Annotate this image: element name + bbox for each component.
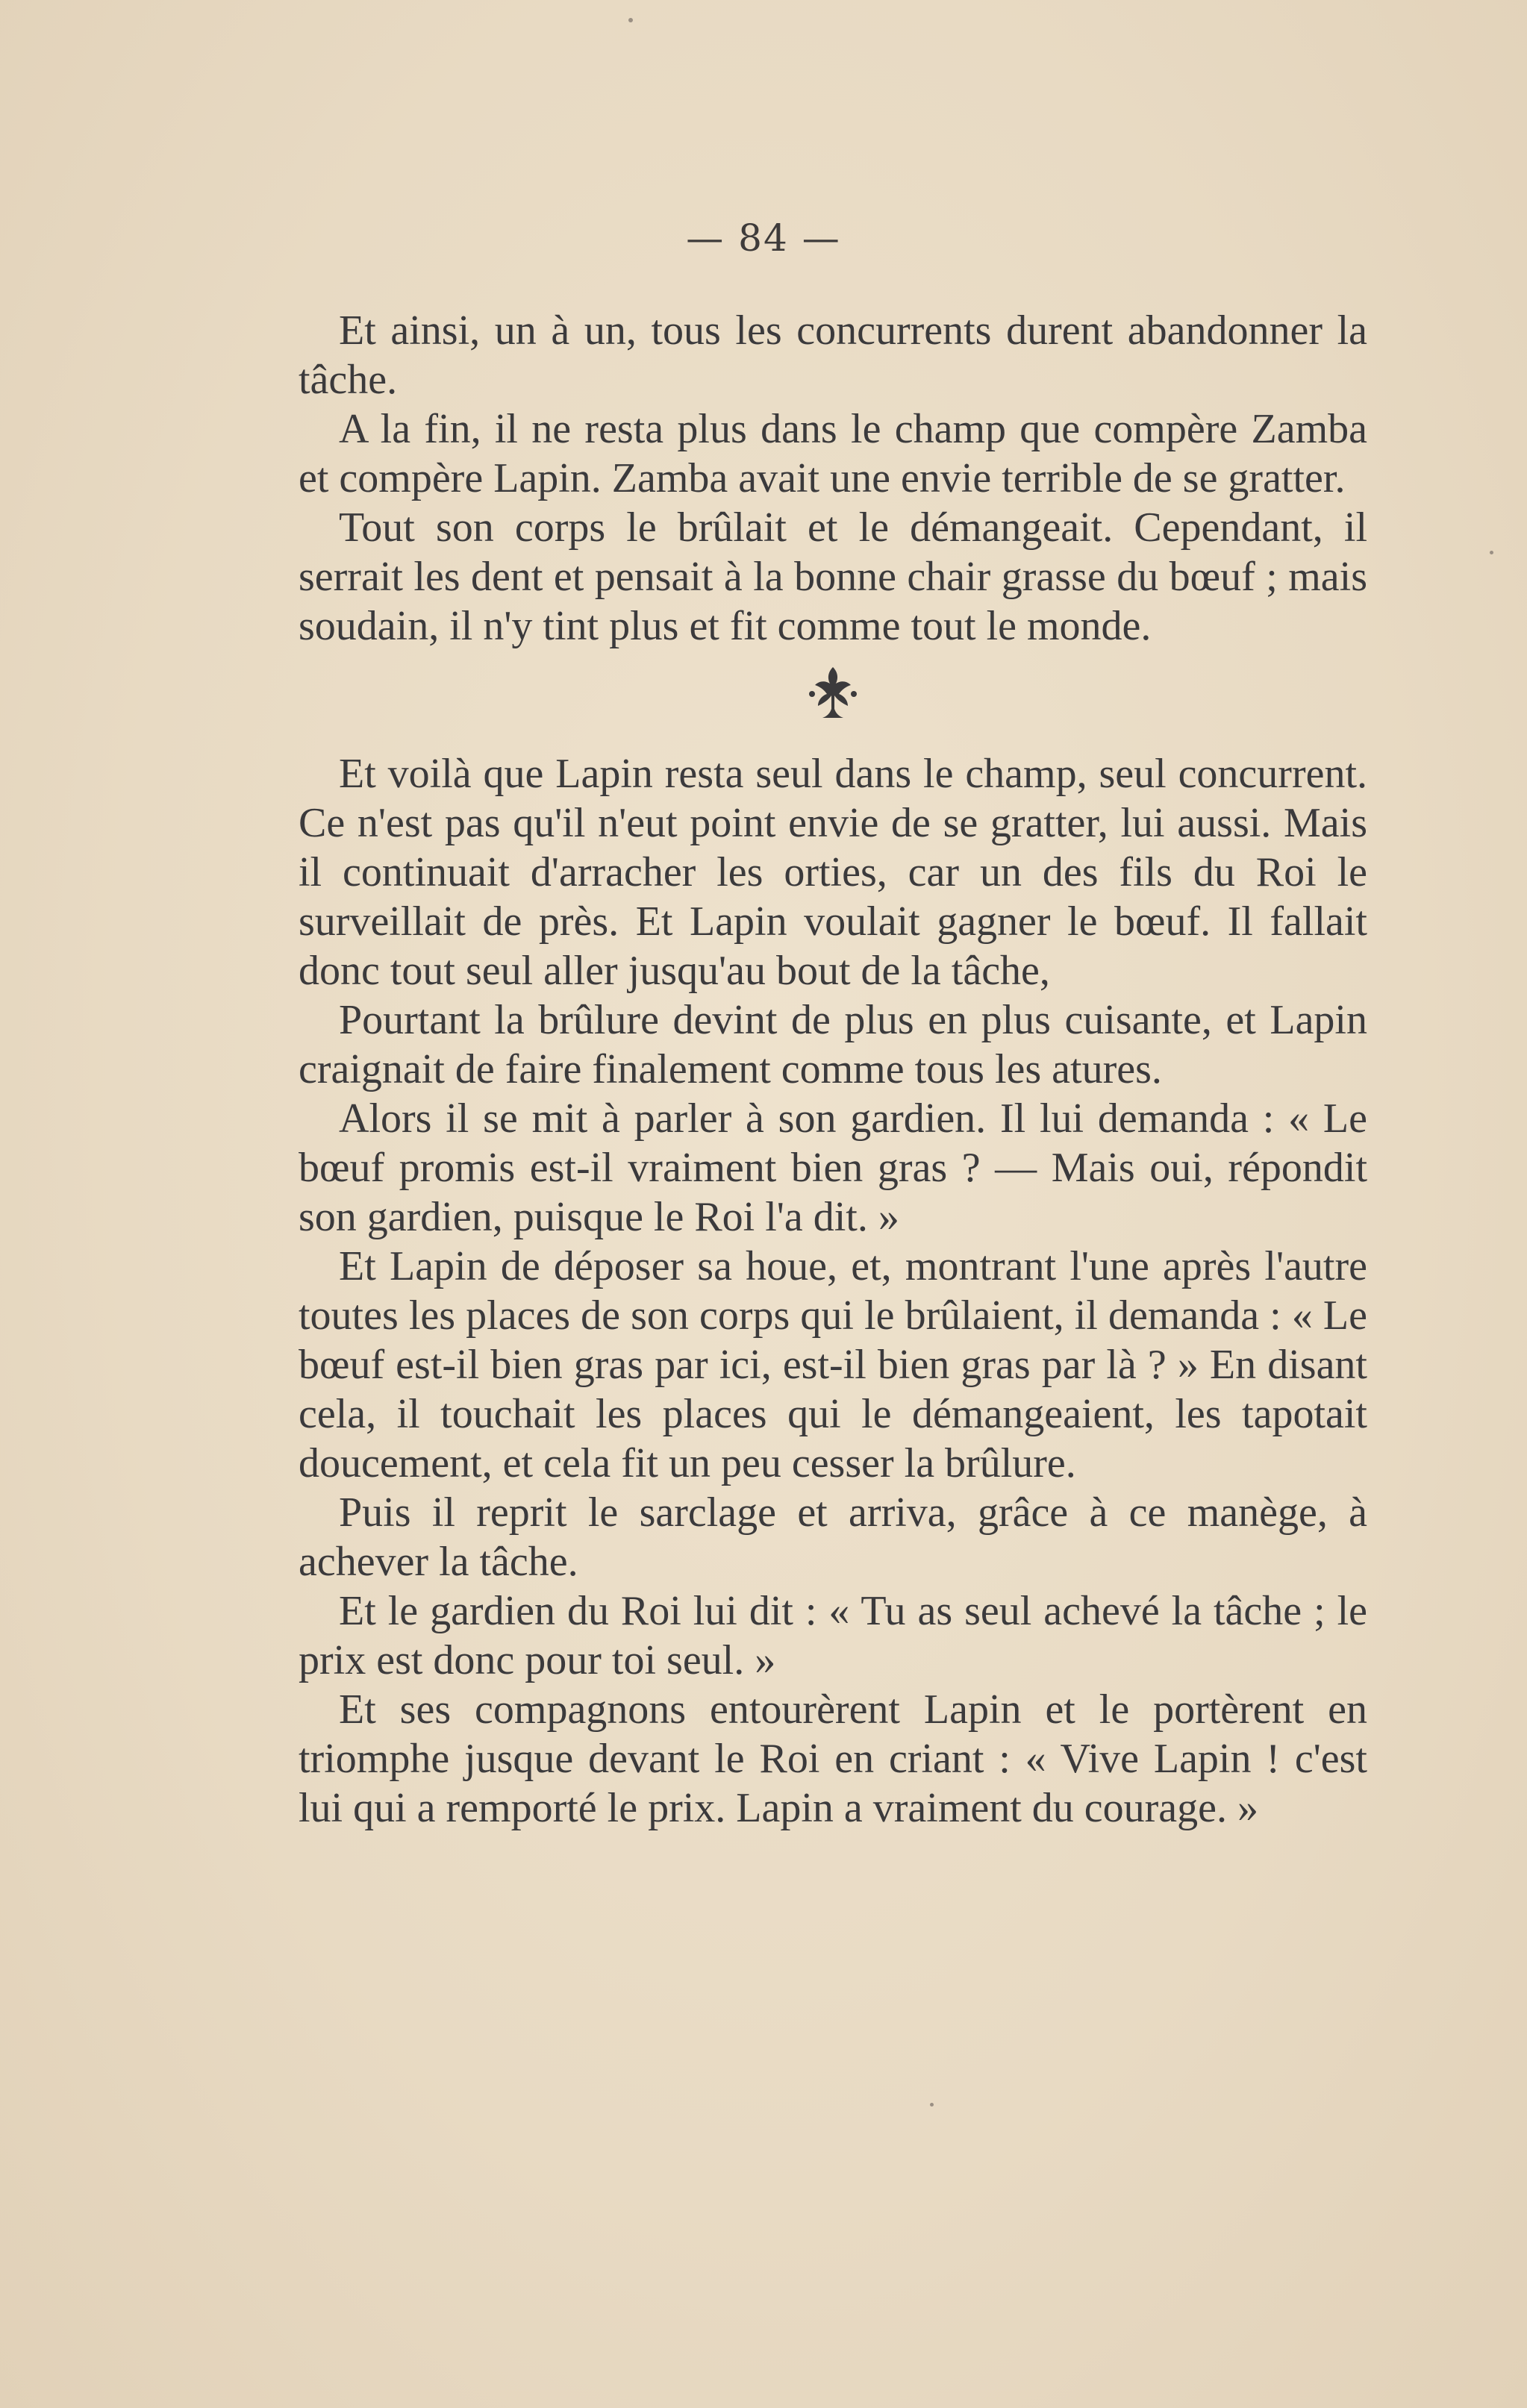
paragraph: Et le gardien du Roi lui dit : « Tu as seul achevé la tâche ; le prix est donc pour toi seul. » xyxy=(299,1588,1367,1683)
paragraph: Puis il reprit le sarclage et arriva, grâce à ce manège, à achever la tâche. xyxy=(299,1489,1367,1585)
paragraph: Et Lapin de déposer sa houe, et, montrant l'une après l'autre toutes les places de son corps qui le brûlaient, il demanda : « Le bœuf est-il bien gras par ici, est-il bien gras par là ? » En disant cela, il touchait les places qui le démangeaient, les tapotait doucement, et cela fit un peu cesser la brûlure. xyxy=(299,1243,1367,1486)
paper-speck xyxy=(930,2103,934,2107)
page-number: — 84 — xyxy=(686,216,841,260)
paragraph: Tout son corps le brûlait et le démangeait. Cependant, il serrait les dent et pensait à la bonne chair grasse du bœuf ; mais soudain, il n'y tint plus et fit comme tout le monde. xyxy=(299,504,1367,649)
paragraph: Pourtant la brûlure devint de plus en plus cuisante, et Lapin craignait de faire finalement comme tous les atures. xyxy=(299,997,1367,1092)
paragraph: Et ainsi, un à un, tous les concurrents durent abandonner la tâche. xyxy=(299,307,1367,403)
section-ornament xyxy=(299,651,1367,749)
fleuron-icon xyxy=(803,664,863,721)
paragraph: Et ses compagnons entourèrent Lapin et le portèrent en triomphe jusque devant le Roi en criant : « Vive Lapin ! c'est lui qui a remporté le prix. Lapin a vraiment du courage. » xyxy=(299,1686,1367,1831)
paragraph: Alors il se mit à parler à son gardien. Il lui demanda : « Le bœuf promis est-il vraiment bien gras ? — Mais oui, répondit son gardien, puisque le Roi l'a dit. » xyxy=(299,1095,1367,1240)
paragraph: A la fin, il ne resta plus dans le champ que compère Zamba et compère Lapin. Zamba avait une envie terrible de se gratter. xyxy=(299,406,1367,501)
paragraph: Et voilà que Lapin resta seul dans le champ, seul concurrent. Ce n'est pas qu'il n'eut point envie de se gratter, lui aussi. Mais il continuait d'arracher les orties, car un des fils du Roi le surveillait de près. Et Lapin voulait gagner le bœuf. Il fallait donc tout seul aller jusqu'au bout de la tâche, xyxy=(299,751,1367,994)
body-text xyxy=(299,306,1367,1833)
paper-speck xyxy=(628,18,633,22)
paper-speck xyxy=(1490,551,1493,554)
